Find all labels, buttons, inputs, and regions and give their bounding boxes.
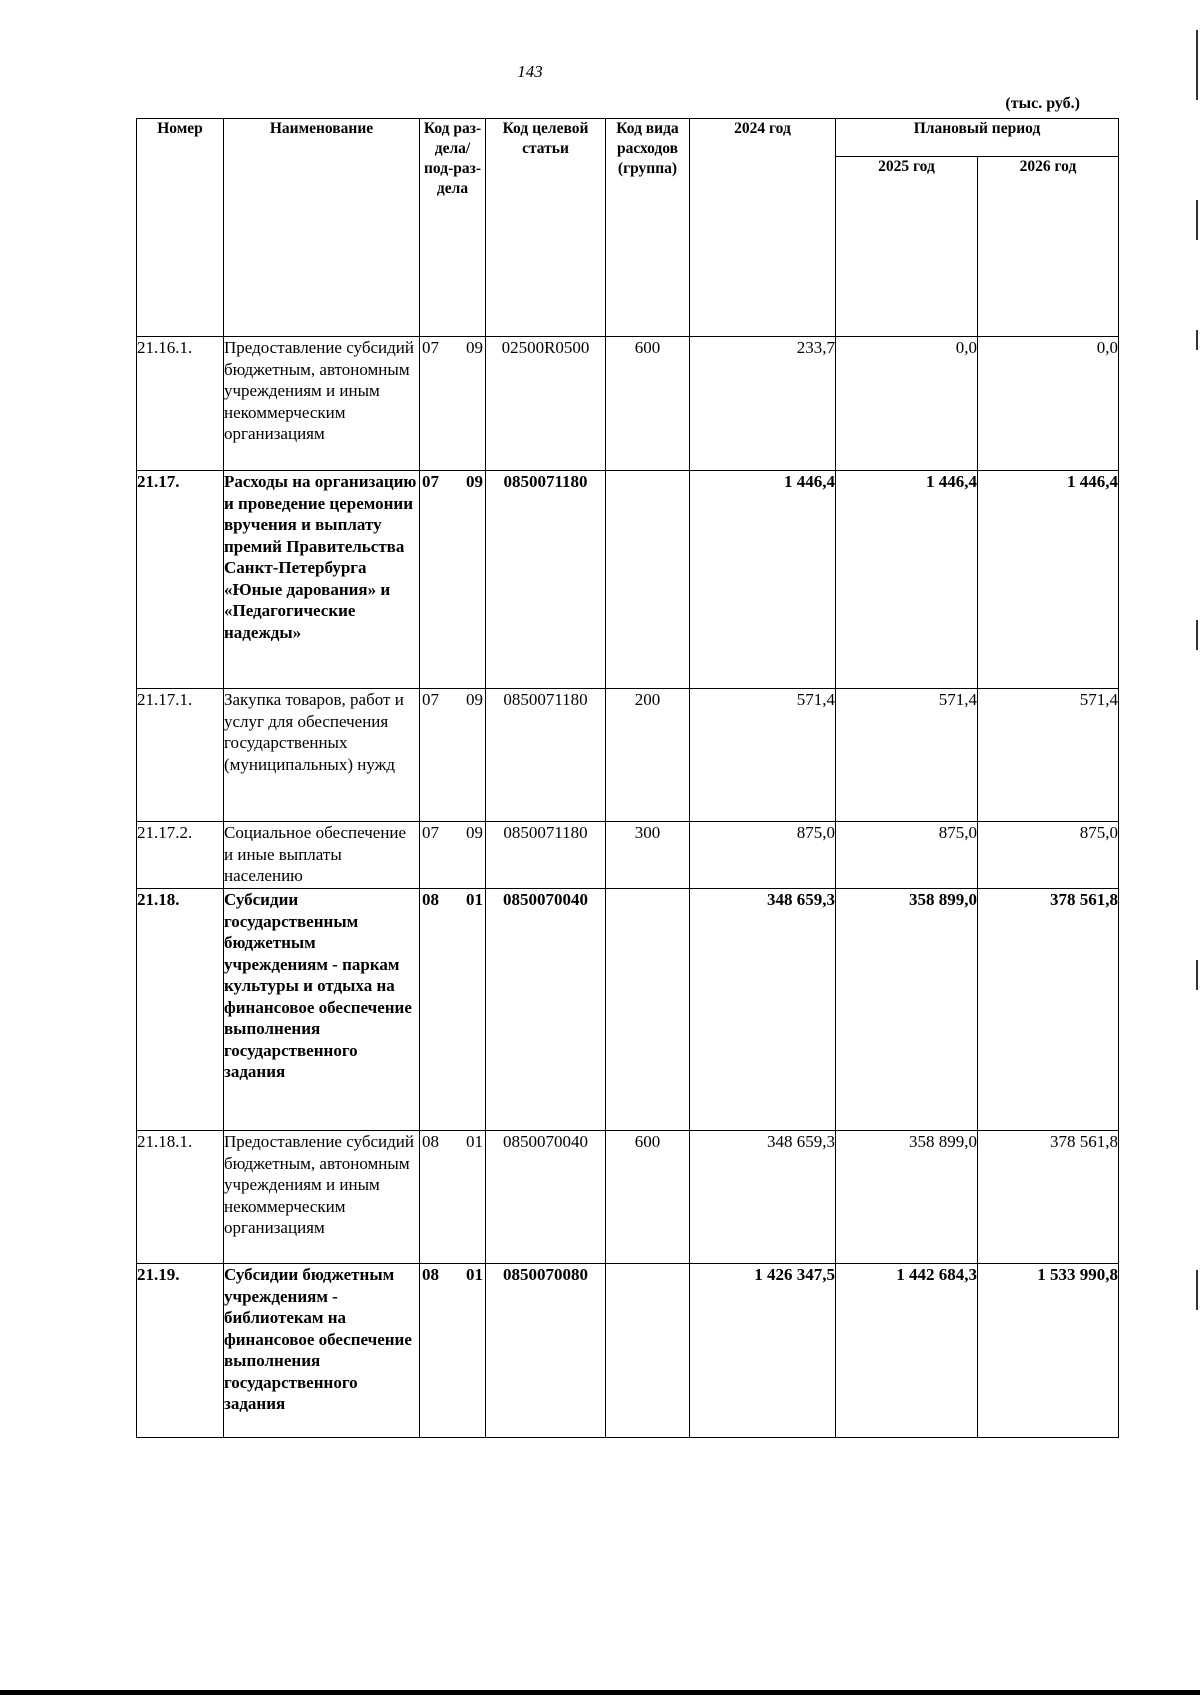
row-name: Закупка товаров, работ и услуг для обеспечения государственных (муниципальных) нужд — [224, 689, 420, 822]
header-year-2026: 2026 год — [978, 157, 1119, 337]
row-target-code: 0850070040 — [486, 889, 606, 1131]
row-amount-2025: 358 899,0 — [836, 1131, 978, 1264]
row-number: 21.17.2. — [137, 822, 224, 889]
table-row — [137, 471, 1119, 689]
row-section: 08 — [422, 1132, 439, 1151]
row-amount-2024: 1 446,4 — [690, 471, 836, 689]
row-expense-type — [606, 889, 690, 1131]
row-number: 21.18. — [137, 889, 224, 1131]
row-amount-2026: 1 533 990,8 — [978, 1264, 1119, 1438]
row-amount-2026: 571,4 — [978, 689, 1119, 822]
row-target-code: 0850071180 — [486, 471, 606, 689]
row-amount-2024: 348 659,3 — [690, 1131, 836, 1264]
row-amount-2025: 358 899,0 — [836, 889, 978, 1131]
header-year-2024: 2024 год — [690, 119, 836, 337]
table-row — [137, 689, 1119, 822]
header-name: Наименование — [224, 119, 420, 337]
row-amount-2025: 1 446,4 — [836, 471, 978, 689]
row-section: 07 — [422, 472, 439, 491]
row-number: 21.16.1. — [137, 337, 224, 471]
row-amount-2026: 378 561,8 — [978, 889, 1119, 1131]
row-number: 21.19. — [137, 1264, 224, 1438]
row-target-code: 0850071180 — [486, 822, 606, 889]
row-expense-type: 200 — [606, 689, 690, 822]
row-number: 21.17.1. — [137, 689, 224, 822]
table-row — [137, 889, 1119, 1131]
row-amount-2025: 571,4 — [836, 689, 978, 822]
row-amount-2024: 875,0 — [690, 822, 836, 889]
table-row — [137, 1264, 1119, 1438]
row-subsection: 09 — [466, 823, 483, 842]
header-target-code: Код целевой статьи — [486, 119, 606, 337]
header-expense-type: Код вида расходов (группа) — [606, 119, 690, 337]
units-label: (тыс. руб.) — [1005, 95, 1080, 112]
row-section: 07 — [422, 823, 439, 842]
row-amount-2026: 875,0 — [978, 822, 1119, 889]
row-number: 21.17. — [137, 471, 224, 689]
row-section: 08 — [422, 890, 439, 909]
header-planning-period: Плановый период — [836, 119, 1119, 157]
header-section-code: Код раз-дела/ под-раз-дела — [420, 119, 486, 337]
row-section-code — [420, 471, 486, 689]
scan-edge-mark — [1196, 200, 1198, 240]
row-amount-2026: 378 561,8 — [978, 1131, 1119, 1264]
row-subsection: 09 — [466, 472, 483, 491]
row-amount-2025: 0,0 — [836, 337, 978, 471]
table-row — [137, 1131, 1119, 1264]
row-amount-2024: 233,7 — [690, 337, 836, 471]
page-number: 143 — [517, 62, 543, 81]
row-section: 07 — [422, 690, 439, 709]
scan-edge-mark — [1196, 960, 1198, 990]
row-section-code — [420, 822, 486, 889]
scan-edge-mark — [1196, 30, 1198, 100]
row-amount-2024: 348 659,3 — [690, 889, 836, 1131]
row-expense-type: 600 — [606, 337, 690, 471]
row-name: Расходы на организацию и проведение церемонии вручения и выплату премий Правительства Санкт-Петербурга «Юные дарования» и «Педагогические надежды» — [224, 471, 420, 689]
row-section-code — [420, 1264, 486, 1438]
row-expense-type: 300 — [606, 822, 690, 889]
row-name: Субсидии государственным бюджетным учреждениям - паркам культуры и отдыха на финансовое обеспечение выполнения государственного задания — [224, 889, 420, 1131]
row-target-code: 0850070040 — [486, 1131, 606, 1264]
row-name: Предоставление субсидий бюджетным, автономным учреждениям и иным некоммерческим организациям — [224, 337, 420, 471]
row-expense-type — [606, 471, 690, 689]
row-name: Предоставление субсидий бюджетным, автономным учреждениям и иным некоммерческим организациям — [224, 1131, 420, 1264]
row-subsection: 01 — [466, 890, 483, 909]
row-section: 08 — [422, 1265, 439, 1284]
row-expense-type: 600 — [606, 1131, 690, 1264]
table-row — [137, 822, 1119, 889]
row-expense-type — [606, 1264, 690, 1438]
scan-edge-mark — [1196, 330, 1198, 350]
row-amount-2026: 1 446,4 — [978, 471, 1119, 689]
budget-table — [136, 118, 1119, 1438]
row-section-code — [420, 1131, 486, 1264]
row-subsection: 01 — [466, 1265, 483, 1284]
row-amount-2024: 571,4 — [690, 689, 836, 822]
row-section-code — [420, 889, 486, 1131]
row-subsection: 01 — [466, 1132, 483, 1151]
header-number: Номер — [137, 119, 224, 337]
row-subsection: 09 — [466, 338, 483, 357]
row-section-code — [420, 337, 486, 471]
row-target-code: 02500R0500 — [486, 337, 606, 471]
scan-edge-mark — [1196, 1270, 1198, 1310]
row-amount-2024: 1 426 347,5 — [690, 1264, 836, 1438]
row-number: 21.18.1. — [137, 1131, 224, 1264]
row-section-code — [420, 689, 486, 822]
table-row — [137, 337, 1119, 471]
row-target-code: 0850070080 — [486, 1264, 606, 1438]
row-target-code: 0850071180 — [486, 689, 606, 822]
row-subsection: 09 — [466, 690, 483, 709]
row-amount-2025: 1 442 684,3 — [836, 1264, 978, 1438]
header-year-2025: 2025 год — [836, 157, 978, 337]
row-name: Социальное обеспечение и иные выплаты населению — [224, 822, 420, 889]
scan-edge-mark — [1196, 620, 1198, 650]
row-name: Субсидии бюджетным учреждениям - библиотекам на финансовое обеспечение выполнения государственного задания — [224, 1264, 420, 1438]
row-amount-2025: 875,0 — [836, 822, 978, 889]
scan-bottom-edge — [0, 1690, 1200, 1695]
row-section: 07 — [422, 338, 439, 357]
row-amount-2026: 0,0 — [978, 337, 1119, 471]
